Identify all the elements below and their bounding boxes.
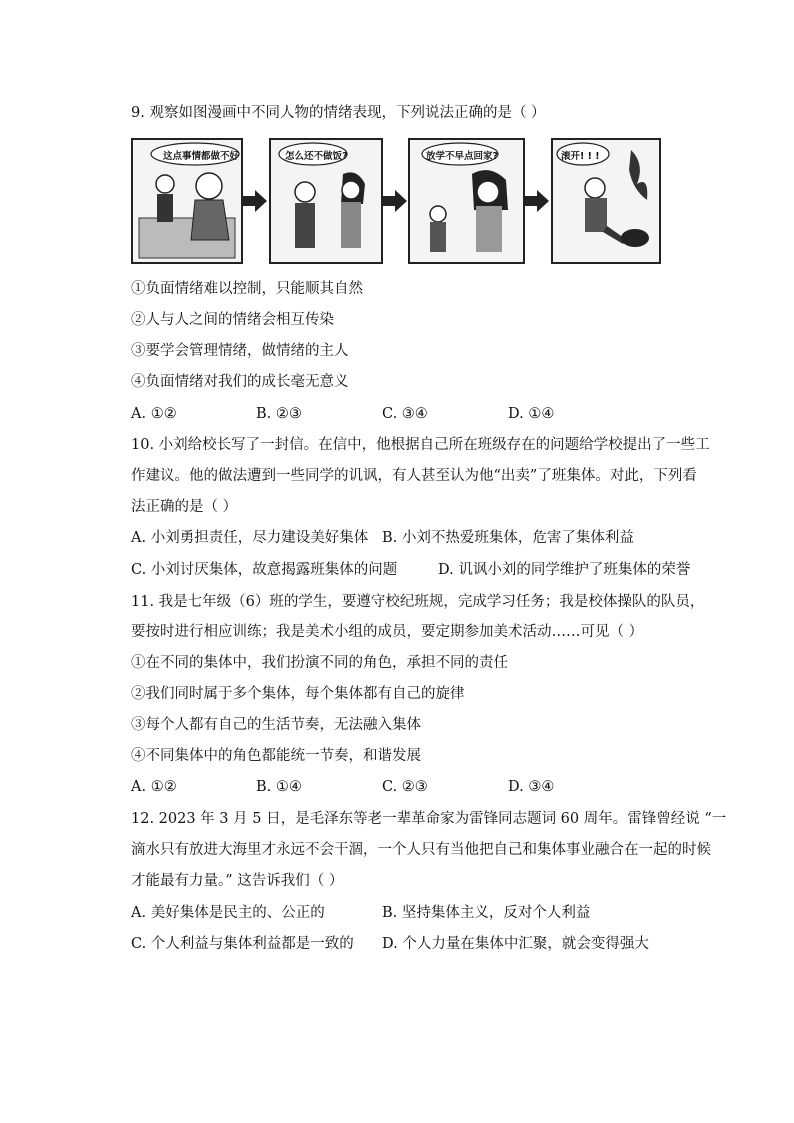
comic-bubble-1: 这点事情都做不好 bbox=[163, 151, 240, 162]
comic-bubble-3: 放学不早点回家? bbox=[426, 151, 499, 162]
q10-stem-line-1: 10. 小刘给校长写了一封信。在信中，他根据自己所在班级存在的问题给学校提出了一些工 bbox=[131, 437, 710, 453]
q9-statement-1: ①负面情绪难以控制，只能顺其自然 bbox=[131, 281, 363, 297]
q11-option-c[interactable]: C. ②③ bbox=[382, 779, 428, 795]
q10-option-d[interactable]: D. 讥讽小刘的同学维护了班集体的荣誉 bbox=[438, 562, 691, 578]
q12-option-d[interactable]: D. 个人力量在集体中汇聚，就会变得强大 bbox=[382, 936, 649, 952]
q10-option-a[interactable]: A. 小刘勇担责任，尽力建设美好集体 bbox=[131, 530, 369, 546]
q11-stem-line-1: 11. 我是七年级（6）班的学生，要遵守校纪班规，完成学习任务；我是校体操队的队员， bbox=[131, 594, 705, 610]
q10-option-c[interactable]: C. 小刘讨厌集体，故意揭露班集体的问题 bbox=[131, 562, 398, 578]
comic-bubble-4: 滚开! ! ! bbox=[561, 151, 600, 162]
arrow-icon bbox=[243, 190, 267, 212]
q9-stem: 9. 观察如图漫画中不同人物的情绪表现，下列说法正确的是（ ） bbox=[131, 105, 546, 121]
q10-stem-line-2: 作建议。他的做法遭到一些同学的讥讽，有人甚至认为他“出卖”了班集体。对此，下列看 bbox=[131, 468, 697, 484]
comic-strip bbox=[131, 138, 661, 266]
q11-option-a[interactable]: A. ①② bbox=[131, 779, 177, 795]
q12-stem-line-1: 12. 2023 年 3 月 5 日，是毛泽东等老一辈革命家为雷锋同志题词 60 周年。雷锋曾经说 “一 bbox=[131, 811, 727, 827]
comic-panel-3 bbox=[408, 138, 525, 264]
q12-stem-line-2: 滴水只有放进大海里才永远不会干涸，一个人只有当他把自己和集体事业融合在一起的时候 bbox=[131, 842, 711, 858]
comic-panel-2 bbox=[269, 138, 383, 264]
q9-option-b[interactable]: B. ②③ bbox=[256, 406, 302, 422]
q11-option-d[interactable]: D. ③④ bbox=[508, 779, 555, 795]
q12-stem-line-3: 才能最有力量。” 这告诉我们（ ） bbox=[131, 873, 344, 889]
q9-option-c[interactable]: C. ③④ bbox=[382, 406, 428, 422]
q9-statement-2: ②人与人之间的情绪会相互传染 bbox=[131, 312, 334, 328]
q11-stem-line-2: 要按时进行相应训练；我是美术小组的成员，要定期参加美术活动……可见（ ） bbox=[131, 624, 644, 640]
q11-statement-2: ②我们同时属于多个集体，每个集体都有自己的旋律 bbox=[131, 686, 465, 702]
q9-option-d[interactable]: D. ①④ bbox=[508, 406, 555, 422]
q9-option-a[interactable]: A. ①② bbox=[131, 406, 177, 422]
q9-statement-4: ④负面情绪对我们的成长毫无意义 bbox=[131, 374, 349, 390]
q11-statement-1: ①在不同的集体中，我们扮演不同的角色，承担不同的责任 bbox=[131, 655, 508, 671]
arrow-icon bbox=[383, 190, 407, 212]
comic-panel-1 bbox=[131, 138, 243, 264]
q12-option-c[interactable]: C. 个人利益与集体利益都是一致的 bbox=[131, 936, 354, 952]
comic-bubble-2: 怎么还不做饭? bbox=[285, 151, 348, 162]
q11-statement-3: ③每个人都有自己的生活节奏，无法融入集体 bbox=[131, 717, 421, 733]
q12-option-a[interactable]: A. 美好集体是民主的、公正的 bbox=[131, 905, 325, 921]
q9-statement-3: ③要学会管理情绪，做情绪的主人 bbox=[131, 343, 349, 359]
comic-panel-4 bbox=[551, 138, 661, 264]
q12-option-b[interactable]: B. 坚持集体主义，反对个人利益 bbox=[382, 905, 591, 921]
q11-statement-4: ④不同集体中的角色都能统一节奏，和谐发展 bbox=[131, 748, 421, 764]
q10-option-b[interactable]: B. 小刘不热爱班集体，危害了集体利益 bbox=[382, 530, 634, 546]
q11-option-b[interactable]: B. ①④ bbox=[256, 779, 302, 795]
q10-stem-line-3: 法正确的是（ ） bbox=[131, 499, 238, 515]
arrow-icon bbox=[525, 190, 549, 212]
